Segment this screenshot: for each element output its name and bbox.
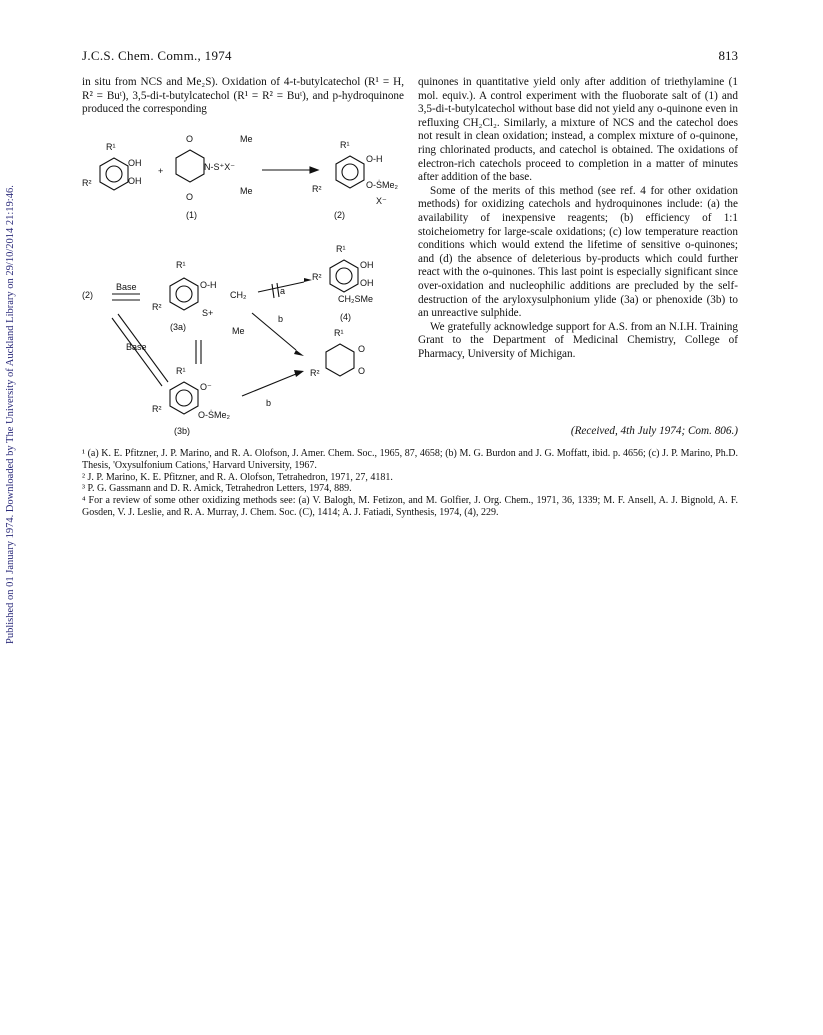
right-paragraph-3: We gratefully acknowledge support for A.S. from an N.I.H. Training Grant to the Department of Medicinal Chemistry, College of Pharmacy, University of Michigan. [418, 320, 738, 360]
succinimide-ring [176, 150, 204, 182]
product-4-aromatic-circle [336, 268, 352, 284]
label-3b-o-minus: O⁻ [200, 382, 212, 392]
label-q-r1: R¹ [334, 328, 344, 338]
reaction-scheme [82, 128, 412, 438]
catechol-ring [100, 158, 128, 190]
label-2-oh: O-H [366, 154, 383, 164]
journal-name: J.C.S. Chem. Comm., 1974 [82, 48, 232, 63]
label-3a-o-h: O-H [200, 280, 217, 290]
label-o-bottom: O [186, 192, 194, 202]
right-column [418, 76, 738, 361]
download-sidebar [0, 0, 22, 1035]
label-path-a: a [280, 286, 286, 296]
catechol-aromatic-circle [106, 166, 122, 182]
arrow-path-b [252, 313, 296, 350]
label-q-o-1: O [358, 344, 366, 354]
reference-2: ² J. P. Marino, K. E. Pfitzner, and R. A. Olofson, Tetrahedron, 1971, 27, 4181. [82, 471, 393, 483]
label-compound-3a: (3a) [170, 322, 187, 332]
left-paragraph-1: in situ from NCS and Me₂S). Oxidation of 4-t-butylcatechol (R¹ = H, R² = Buᵗ), 3,5-di-t-butylcatechol (R¹ = R² = Buᵗ), and p-hydroquinone produced the corresponding [82, 76, 404, 116]
product-2-ring [336, 156, 364, 188]
label-4-r1: R¹ [336, 244, 346, 254]
label-3a-ch2: CH₂ [230, 290, 247, 300]
label-o-top: O [186, 134, 194, 144]
label-n-s-x: N-S⁺X⁻ [204, 162, 236, 172]
label-path-b: b [278, 314, 284, 324]
label-2-r2: R² [312, 184, 322, 194]
reference-4: ⁴ For a review of some other oxidizing methods see: (a) V. Balogh, M. Fetizon, and M. Golfier, J. Org. Chem., 1971, 36, 1339; M. F. Ansell, A. J. Bignold, A. F. Gosden, V. J. Leslie, and R. A. Murray, J. Chem. Soc. (C), 1414; A. J. Fatiadi, Synthesis, 1974, (4), 229. [82, 495, 738, 518]
label-3b-r1: R¹ [176, 366, 186, 376]
left-column [82, 76, 404, 117]
label-base-diag: Base [126, 342, 147, 352]
label-r1: R¹ [106, 142, 116, 152]
quinone-ring [326, 344, 354, 376]
label-q-r2: R² [310, 368, 320, 378]
arrow-path-a-block-2 [277, 283, 279, 297]
label-3b-osme2: O-ṠMe₂ [198, 410, 230, 420]
label-me-top: Me [240, 134, 253, 144]
label-4-oh-2: OH [360, 278, 374, 288]
label-plus: + [158, 166, 164, 176]
label-oh-2: OH [128, 176, 142, 186]
label-3a-r1: R¹ [176, 260, 186, 270]
product-4-ring [330, 260, 358, 292]
arrow-3b-head [294, 370, 304, 377]
label-2-x: X⁻ [376, 196, 387, 206]
label-r2: R² [82, 178, 92, 188]
arrow-path-b-head [294, 350, 304, 356]
scheme-svg [82, 128, 412, 438]
received-date: (Received, 4th July 1974; Com. 806.) [570, 425, 738, 437]
label-3a-me: Me [232, 326, 245, 336]
ylide-3a-ring [170, 278, 198, 310]
label-3b-r2: R² [152, 404, 162, 414]
page-number: 813 [718, 48, 738, 63]
label-compound-1: (1) [186, 210, 197, 220]
product-2-aromatic-circle [342, 164, 358, 180]
label-4-r2: R² [312, 272, 322, 282]
label-compound-4: (4) [340, 312, 351, 322]
label-3a-r2: R² [152, 302, 162, 312]
download-notice: Published on 01 January 1974. Downloaded by The University of Auckland Library on 29/10/2014 21:19:46. [5, 185, 16, 644]
reference-1: ¹ (a) K. E. Pfitzner, J. P. Marino, and R. A. Olofson, J. Amer. Chem. Soc., 1965, 87, 4658; (b) M. G. Burdon and J. G. Moffatt, ibid. p. 4656; (c) J. P. Marino, Ph.D. Thesis, 'Oxysulfonium Cations,' Harvard University, 1967. [82, 448, 738, 471]
arrow-path-a-block-1 [272, 284, 274, 298]
arrow-3b-to-quinone [242, 374, 296, 396]
label-2-left: (2) [82, 290, 93, 300]
label-path-b-2: b [266, 398, 272, 408]
right-paragraph-2: Some of the merits of this method (see ref. 4 for other oxidation methods) for oxidizing catechols and hydroquinones include: (a) the availability of inexpensive reagents; (b) efficiency of 1:1 stoicheiometry for large-scale oxidations; (c) low temperature reaction conditions which would extend the lifetime of sensitive o-quinones; and (d) the absence of deleterious by-products which could further react with the o-quinones. This last point is especially significant since over-oxidation and nucleophilic additions are precluded by the self-destruction of the aryloxysulphonium ylide (3a) or phenoxide (3b) to an unreactive sulphide. [418, 184, 738, 320]
phenoxide-3b-aromatic-circle [176, 390, 192, 406]
base-arrow-1 [112, 318, 162, 386]
label-3a-s-plus: S+ [202, 308, 214, 318]
right-paragraph-1: quinones in quantitative yield only after addition of triethylamine (1 mol. equiv.). A control experiment with the fluoborate salt of (1) and 3,5-di-t-butylcatechol without base did not yield any o-quinone even in refluxing CH₂Cl₂. Similarly, a mixture of NCS and the catechol does not result in clean oxidation; instead, a complex mixture of o-quinone, ring chlorinated products, and catechol is obtained. The oxidations of electron-rich catechols proceed to completion in a matter of minutes after addition of the base. [418, 76, 738, 184]
label-2-r1: R¹ [340, 140, 350, 150]
label-compound-3b: (3b) [174, 426, 191, 436]
label-base-top: Base [116, 282, 137, 292]
label-oh-1: OH [128, 158, 142, 168]
label-4-ch2sme: CH₂SMe [338, 294, 373, 304]
phenoxide-3b-ring [170, 382, 198, 414]
arrow-step-1-head [310, 167, 318, 173]
arrow-path-a-head [304, 278, 312, 282]
references [82, 448, 738, 519]
label-2-osme2: O-ṠMe₂ [366, 180, 398, 190]
label-q-o-2: O [358, 366, 366, 376]
label-compound-2: (2) [334, 210, 345, 220]
ylide-3a-aromatic-circle [176, 286, 192, 302]
label-4-oh-1: OH [360, 260, 374, 270]
reference-3: ³ P. G. Gassmann and D. R. Amick, Tetrahedron Letters, 1974, 889. [82, 483, 352, 495]
label-me-bottom: Me [240, 186, 253, 196]
